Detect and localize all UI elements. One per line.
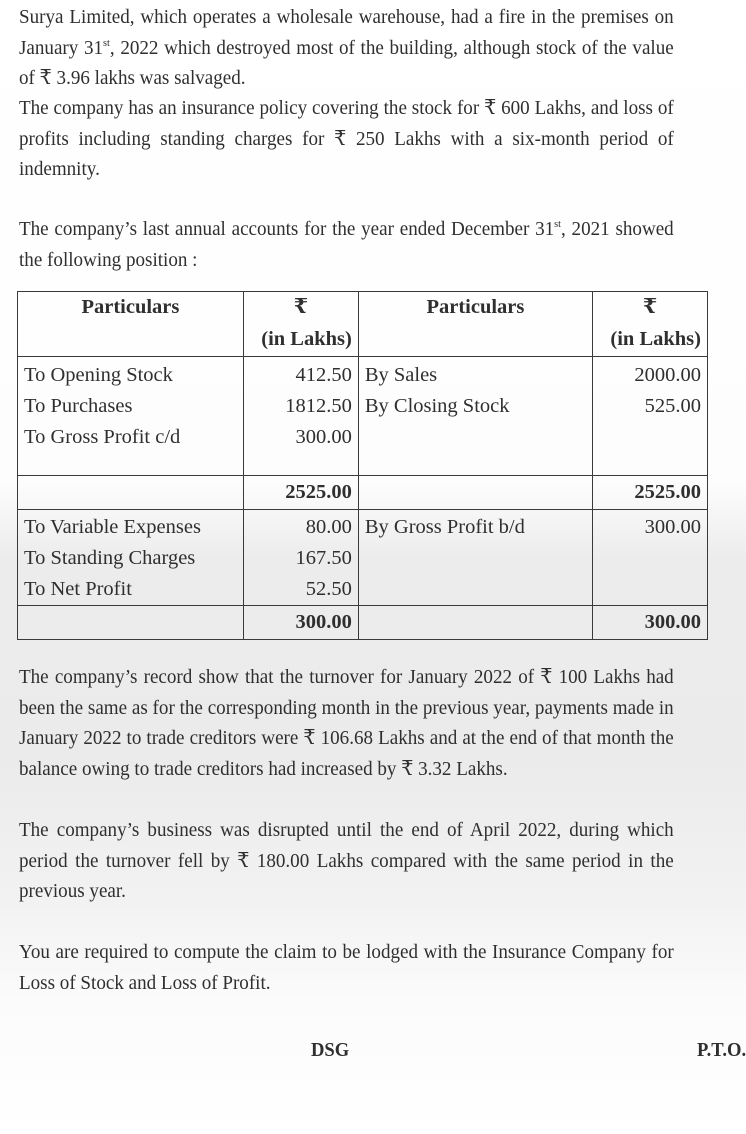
debit-amount: 52.50 <box>243 574 358 606</box>
empty-cell <box>243 453 358 476</box>
debit-amount: 80.00 <box>243 510 358 544</box>
paragraph-fire-incident <box>19 2 674 94</box>
trading-total-row <box>18 476 708 510</box>
empty-cell <box>358 476 592 510</box>
table-header-unit-row <box>18 323 708 357</box>
footer-paper-code: DSG <box>311 1039 350 1061</box>
paragraph-annual-accounts-intro <box>19 214 674 275</box>
pl-debit-total: 300.00 <box>243 606 358 640</box>
table-header-row <box>18 292 708 324</box>
header-empty <box>358 323 592 357</box>
header-particulars-right: Particulars <box>358 292 592 324</box>
debit-amount: 1812.50 <box>243 391 358 422</box>
text: The company’s last annual accounts for the year ended December 31 <box>19 218 555 240</box>
text: , 2022 which destroyed most of the building, although stock of the value of ₹ 3.96 lakhs was salvaged. <box>19 36 674 89</box>
table-row <box>18 510 708 544</box>
pl-credit-total: 300.00 <box>592 606 707 640</box>
debit-particular: To Purchases <box>18 391 244 422</box>
debit-particular: To Net Profit <box>18 574 244 606</box>
credit-particular: By Sales <box>358 357 592 392</box>
header-unit-left: (in Lakhs) <box>243 323 358 357</box>
debit-particular: To Opening Stock <box>18 357 244 392</box>
empty-cell <box>18 606 244 640</box>
header-rupee-symbol-right: ₹ <box>592 292 707 324</box>
pl-total-row <box>18 606 708 640</box>
debit-particular: To Gross Profit c/d <box>18 422 244 453</box>
paragraph-insurance-policy: The company has an insurance policy covering the stock for ₹ 600 Lakhs, and loss of profits including standing charges for ₹ 250 Lakhs with a six-month period of indemnity. <box>19 97 674 180</box>
ordinal-suffix: st <box>554 218 562 230</box>
debit-particular: To Standing Charges <box>18 543 244 574</box>
table-row <box>18 422 708 453</box>
credit-amount <box>592 543 707 574</box>
trading-credit-total: 2525.00 <box>592 476 707 510</box>
debit-amount: 167.50 <box>243 543 358 574</box>
trading-pl-account-table <box>17 291 708 640</box>
credit-amount <box>592 574 707 606</box>
credit-amount: 525.00 <box>592 391 707 422</box>
header-empty <box>18 323 244 357</box>
paragraph-turnover-creditors: The company’s record show that the turnover for January 2022 of ₹ 100 Lakhs had been the same as for the corresponding month in the previous year, payments made in January 2022 to trade creditors were ₹ 106.68 Lakhs and at the end of that month the balance owing to trade creditors had increased by ₹ 3.32 Lakhs. <box>19 666 674 780</box>
credit-amount: 2000.00 <box>592 357 707 392</box>
paragraph-business-disruption: The company’s business was disrupted until the end of April 2022, during which period the turnover fell by ₹ 180.00 Lakhs compared with the same period in the previous year. <box>19 819 674 902</box>
credit-particular <box>358 543 592 574</box>
trading-debit-total: 2525.00 <box>243 476 358 510</box>
header-unit-right: (in Lakhs) <box>592 323 707 357</box>
table-row <box>18 543 708 574</box>
empty-cell <box>18 476 244 510</box>
footer-please-turn-over: P.T.O. <box>697 1039 746 1061</box>
empty-cell <box>18 453 244 476</box>
header-rupee-symbol-left: ₹ <box>243 292 358 324</box>
ordinal-suffix: st <box>103 36 110 49</box>
debit-amount: 412.50 <box>243 357 358 392</box>
paragraph-question-requirement: You are required to compute the claim to be lodged with the Insurance Company for Loss of Stock and Loss of Profit. <box>19 941 674 994</box>
table-row <box>18 574 708 606</box>
empty-cell <box>358 606 592 640</box>
credit-particular <box>358 574 592 606</box>
empty-cell <box>358 453 592 476</box>
debit-amount: 300.00 <box>243 422 358 453</box>
credit-amount: 300.00 <box>592 510 707 544</box>
credit-amount <box>592 422 707 453</box>
table-row <box>18 391 708 422</box>
text: , 2021 showed the following position : <box>19 218 674 271</box>
empty-cell <box>592 453 707 476</box>
credit-particular: By Closing Stock <box>358 391 592 422</box>
table-spacer-row <box>18 453 708 476</box>
header-particulars-left: Particulars <box>18 292 244 324</box>
credit-particular: By Gross Profit b/d <box>358 510 592 544</box>
debit-particular: To Variable Expenses <box>18 510 244 544</box>
credit-particular <box>358 422 592 453</box>
table-row <box>18 357 708 392</box>
text: Surya Limited, which operates a wholesale warehouse, had a fire in the premises on January 31 <box>19 6 674 59</box>
